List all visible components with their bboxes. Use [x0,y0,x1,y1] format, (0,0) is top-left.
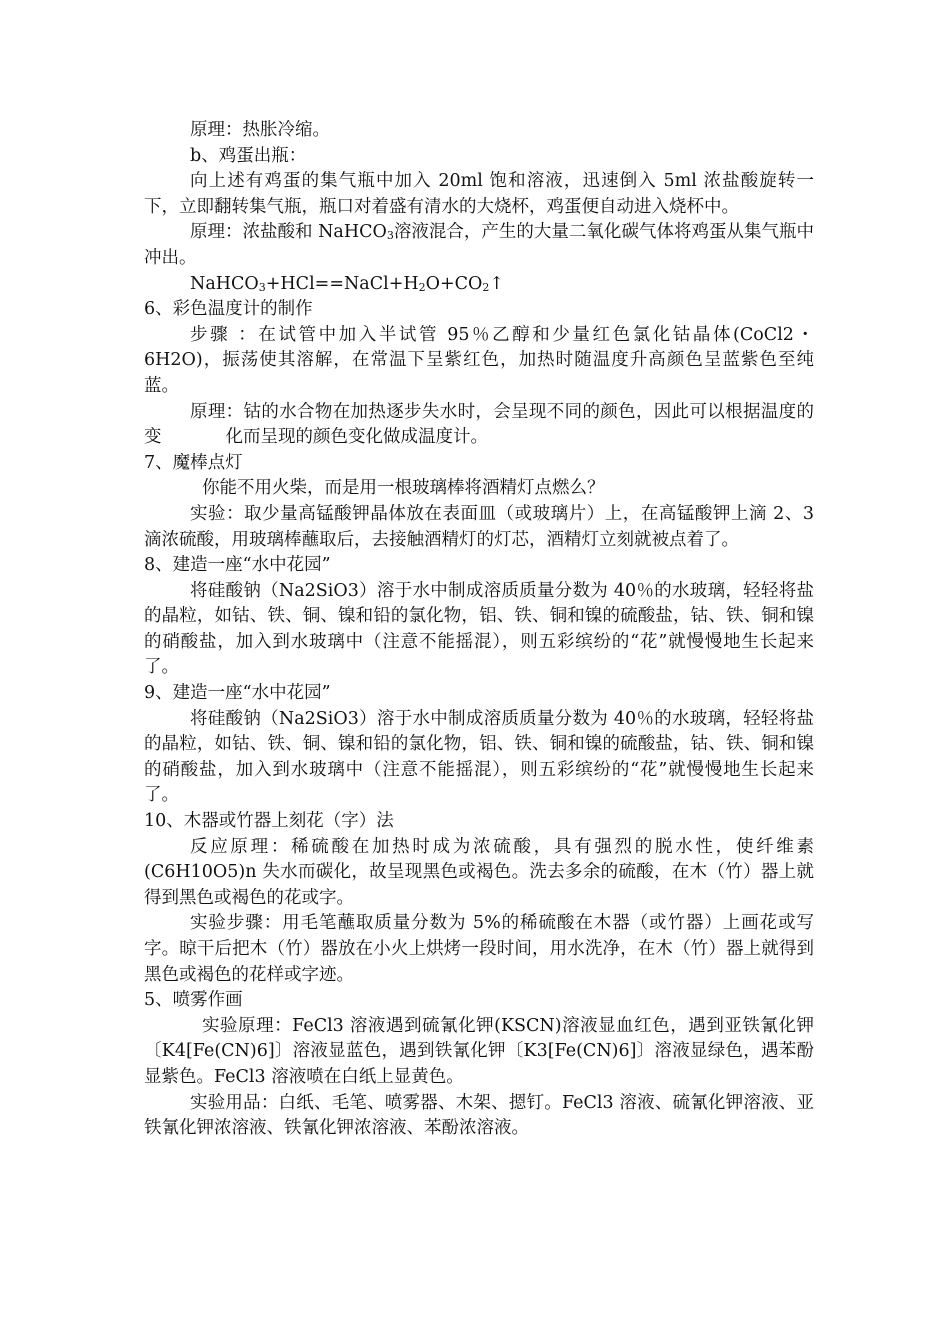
subscript: 2 [418,280,426,294]
paragraph-magic-wand-question: 你能不用火柴，而是用一根玻璃棒将酒精灯点燃么？ [202,478,605,499]
paragraph-carving-steps: 实验步骤：用毛笔蘸取质量分数为 5%的稀硫酸在木器（或竹器）上画花或写字。晾干后把木（竹）器放在小火上烘烤一段时间，用水洗净，在木（竹）器上就得到黑色或褐色的花样或字迹。 [144,913,814,985]
section-heading-8: 8、建造一座“水中花园” [144,555,331,576]
section-heading-10: 10、木器或竹器上刻花（字）法 [144,811,394,832]
section-heading-9: 9、建造一座“水中花园” [144,683,331,704]
paragraph-carving-principle: 反应原理：稀硫酸在加热时成为浓硫酸，具有强烈的脱水性，使纤维素(C6H10O5)n 失水而碳化，故呈现黑色或褐色。洗去多余的硫酸，在木（竹）器上就得到黑色或褐色的花或字。 [144,836,814,908]
paragraph-water-garden-8: 将硅酸钠（Na2SiO3）溶于水中制成溶质质量分数为 40％的水玻璃，轻轻将盐的晶粒，如钴、铁、铜、镍和铅的氯化物，铝、铁、铜和镍的硫酸盐，钴、铁、铜和镍的硝酸盐，加入到水玻璃中（注意不能摇混），则五彩缤纷的“花”就慢慢地生长起来了。 [144,580,814,678]
section-heading-7: 7、魔棒点灯 [144,452,243,473]
text-segment: O+CO [425,273,483,294]
gas-arrow: ↑ [489,273,505,294]
paragraph-egg-principle [144,220,814,271]
subscript: 3 [386,229,394,243]
chemical-equation [144,272,814,298]
subscript: 2 [482,280,490,294]
text-segment: 溶液混合，产生的大量二氧化碳气体将鸡蛋从集气瓶中冲出。 [144,222,814,268]
paragraph-spray-principle: 实验原理：FeCl3 溶液遇到硫氰化钾(KSCN)溶液显血红色，遇到亚铁氰化钾〔K4[Fe(CN)6]〕溶液显蓝色，遇到铁氰化钾〔K3[Fe(CN)6]〕溶液显绿色，遇苯酚显紫色。FeCl3 溶液喷在白纸上显黄色。 [144,1015,814,1087]
text-segment: 原理：浓盐酸和 NaHCO [190,222,387,243]
paragraph-thermometer-steps: 步骤 ：在试管中加入半试管 95％乙醇和少量红色氯化钴晶体(CoCl2・6H2O)，振荡使其溶解，在常温下呈紫红色，加热时随温度升高颜色呈蓝紫色至纯蓝。 [144,324,814,396]
paragraph-spray-materials: 实验用品：白纸、毛笔、喷雾器、木架、摁钉。FeCl3 溶液、硫氰化钾溶液、亚铁氰化钾浓溶液、铁氰化钾浓溶液、苯酚浓溶液。 [144,1092,814,1139]
text-segment: +HCl==NaCl+H [265,273,419,294]
section-heading-5: 5、喷雾作画 [144,990,243,1011]
section-heading-6: 6、彩色温度计的制作 [144,299,313,320]
document-body [144,118,814,1142]
text-segment: 原理：钴的水合物在加热逐步失水时，会呈现不同的颜色，因此可以根据温度的变 [144,401,814,448]
paragraph-principle-thermal: 原理：热胀冷缩。 [190,120,330,140]
text-segment: 化而呈现的颜色变化做成温度计。 [225,427,488,448]
paragraph-thermometer-principle [144,400,814,451]
paragraph-egg-procedure: 向上述有鸡蛋的集气瓶中加入 20ml 饱和溶液，迅速倒入 5ml 浓盐酸旋转一下，立即翻转集气瓶，瓶口对着盛有清水的大烧杯，鸡蛋便自动进入烧杯中。 [144,171,814,217]
paragraph-water-garden-9: 将硅酸钠（Na2SiO3）溶于水中制成溶质质量分数为 40％的水玻璃，轻轻将盐的晶粒，如钴、铁、铜、镍和铅的氯化物，铝、铁、铜和镍的硫酸盐，钴、铁、铜和镍的硝酸盐，加入到水玻璃中（注意不能摇混），则五彩缤纷的“花”就慢慢地生长起来了。 [144,708,814,806]
text-segment: NaHCO [190,273,259,294]
subheading-egg-out: b、鸡蛋出瓶： [190,145,307,166]
subscript: 3 [258,280,266,294]
paragraph-magic-wand-experiment: 实验：取少量高锰酸钾晶体放在表面皿（或玻璃片）上，在高锰酸钾上滴 2、3 滴浓硫酸，用玻璃棒蘸取后，去接触酒精灯的灯芯，酒精灯立刻就被点着了。 [144,503,814,550]
